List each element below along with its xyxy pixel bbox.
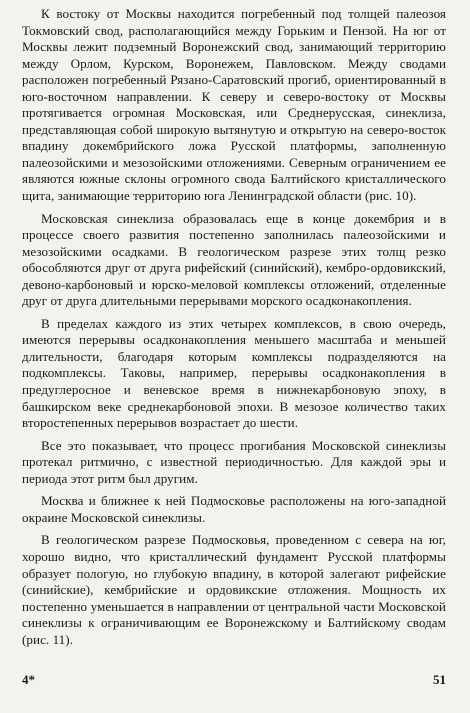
text-block (22, 6, 446, 654)
paragraph-5: Москва и ближнее к ней Подмосковье расположены на юго-западной окраине Московской синеклизы. (22, 493, 446, 525)
signature-mark: 4* (22, 672, 35, 687)
paragraph-1: К востоку от Москвы находится погребенный под толщей палеозоя Токмовский свод, располагающийся между Горьким и Пензой. На юг от Москвы лежит подземный Воронежский свод, занимающий территорию между Орлом, Курском, Воронежем, Павловском. Между сводами расположен погребенный Рязано-Саратовский прогиб, ориентированный в юго-восточном направлении. К северу и северо-востоку от Москвы протягивается огромная Московская, или Среднерусская, синеклиза, представляющая собой широкую вытянутую и открытую на северо-восток впадину докембрийского ложа Русской платформы, заполненную палеозойскими и мезозойскими отложениями. Северным ограничением ее являются южные склоны огромного свода Балтийского кристаллического щита, занимающие территорию юга Ленинградской области (рис. 10). (22, 6, 446, 204)
page-number: 51 (433, 672, 446, 687)
paragraph-4: Все это показывает, что процесс прогибания Московской синеклизы протекал ритмично, с известной периодичностью. Для каждой эры и периода этот ритм был другим. (22, 437, 446, 486)
page-footer (22, 672, 446, 688)
paragraph-6: В геологическом разрезе Подмосковья, проведенном с севера на юг, хорошо видно, что кристаллический фундамент Русской платформы образует пологую, но глубокую впадину, в которой залегают рифейские (синийские), кембрийские и ордовикские отложения. Мощность их постепенно уменьшается в направлении от центральной части Московской синеклизы к ограничивающим ее Воронежскому и Балтийскому сводам (рис. 11). (22, 532, 446, 647)
paragraph-2: Московская синеклиза образовалась еще в конце докембрия и в процессе своего развития постепенно заполнилась палеозойскими и мезозойскими осадками. В геологическом разрезе этих толщ резко обособляются друг от друга рифейский (синийский), кембро-ордовикский, девоно-карбоновый и юрско-меловой комплексы отложений, отделенные друг от друга длительными перерывами морского осадконакопления. (22, 210, 446, 309)
paragraph-3: В пределах каждого из этих четырех комплексов, в свою очередь, имеются перерывы осадконакопления меньшего масштаба и меньшей длительности, благодаря которым комплексы подразделяются на подкомплексы. Таковы, например, перерывы осадконакопления в предуглеросное и веневское время в нижнекарбоновую эпоху, в башкирском веке среднекарбоновой эпохи. В мезозое количество таких второстепенных перерывов возрастает до шести. (22, 315, 446, 431)
